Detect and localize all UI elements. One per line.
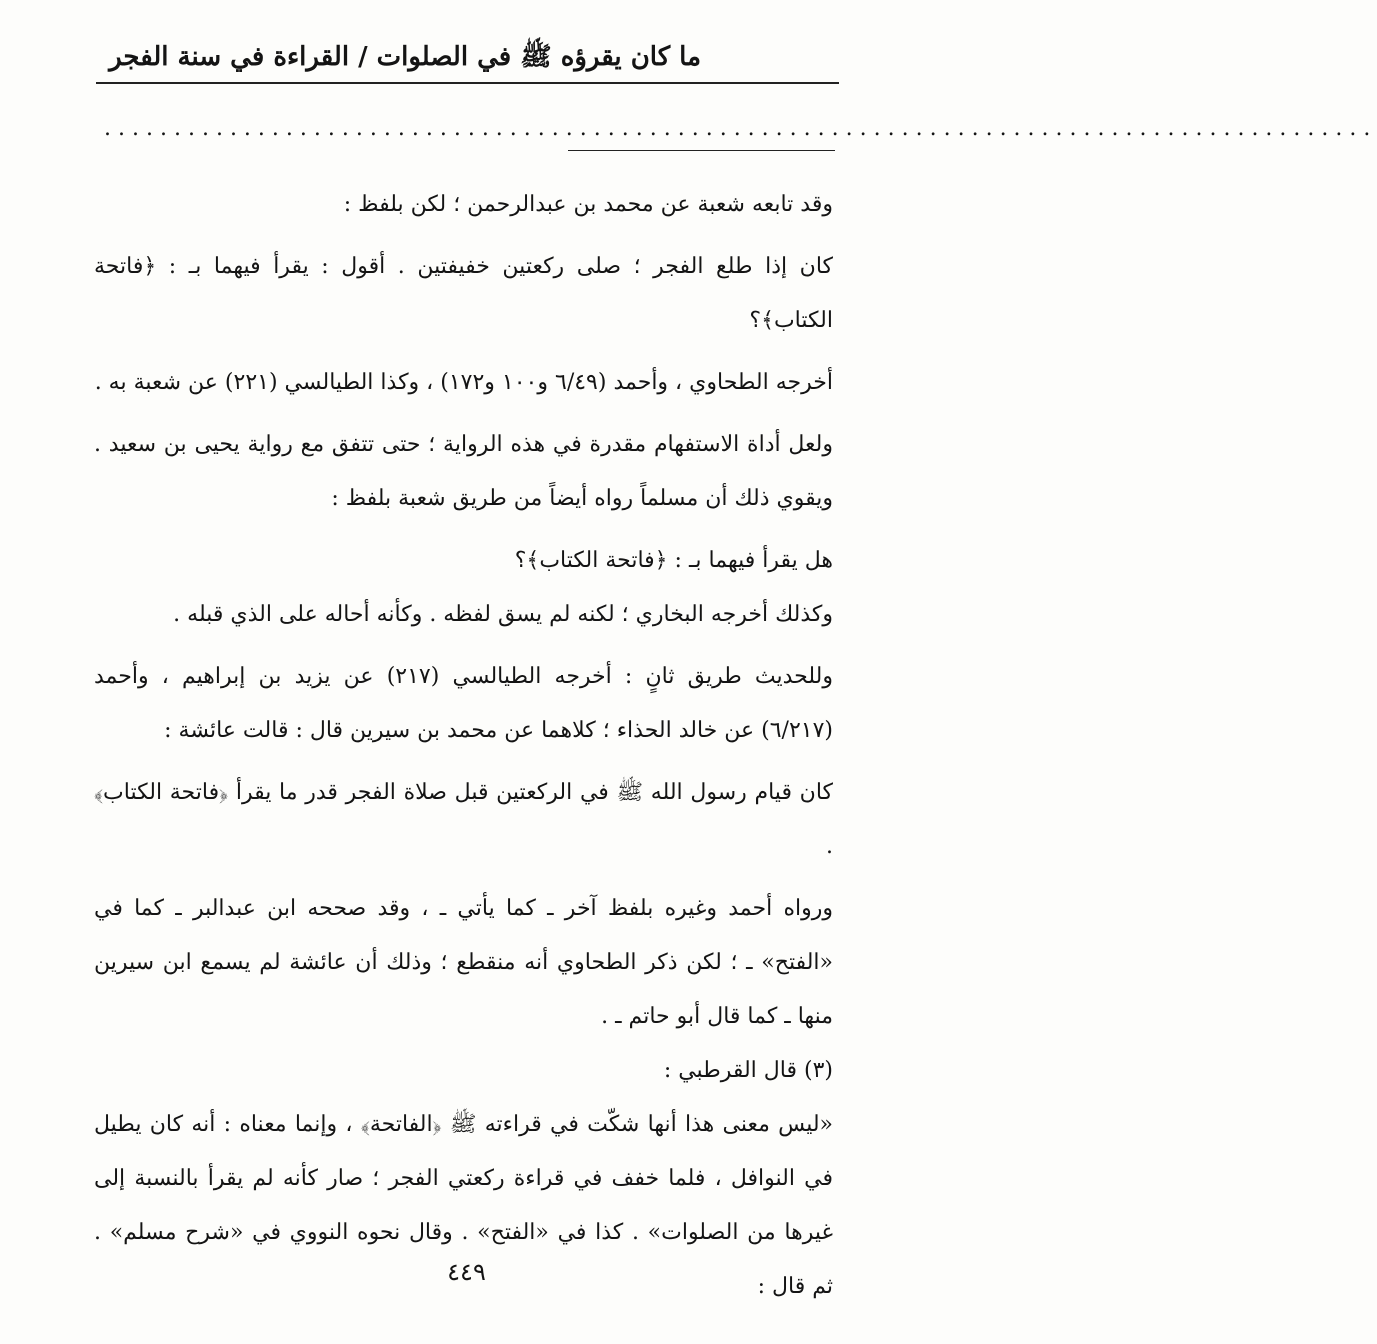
paragraph-2: كان إذا طلع الفجر ؛ صلى ركعتين خفيفتين . أقول : يقرأ فيهما بـ : ﴿فاتحة الكتاب﴾؟ bbox=[94, 254, 833, 333]
paragraph-11: «ليس معنى هذا أنها شكّت في قراءته ﷺ ﴿الفاتحة﴾ ، وإنما معناه : أنه كان يطيل في النوافل ، فلما خفف في قراءة ركعتي الفجر ؛ صار كأنه لم يقرأ بالنسبة إلى غيرها من الصلوات» . كذا في «الفتح» . وقال نحوه النووي في «شرح مسلم» . ثم قال : bbox=[94, 1112, 833, 1299]
paragraph-9: ورواه أحمد وغيره بلفظ آخر ـ كما يأتي ـ ، وقد صححه ابن عبدالبر ـ كما في «الفتح» ـ ؛ لكن ذكر الطحاوي أنه منقطع ؛ وذلك أن عائشة لم يسمع ابن سيرين منها ـ كما قال أبو حاتم ـ . bbox=[94, 896, 833, 1029]
paragraph-4: ولعل أداة الاستفهام مقدرة في هذه الرواية ؛ حتى تتفق مع رواية يحيى بن سعيد . ويقوي ذلك أن مسلماً رواه أيضاً من طريق شعبة بلفظ : bbox=[94, 432, 833, 511]
paragraph-3: أخرجه الطحاوي ، وأحمد (٦/٤٩ و١٠٠ و١٧٢) ، وكذا الطيالسي (٢٢١) عن شعبة به . bbox=[94, 370, 833, 395]
paragraph-10-text: قال القرطبي : bbox=[663, 1058, 797, 1083]
paragraph-1: وقد تابعه شعبة عن محمد بن عبدالرحمن ؛ لكن بلفظ : bbox=[343, 192, 833, 217]
paragraph-10 bbox=[94, 1044, 833, 1098]
paragraph-5: هل يقرأ فيهما بـ : ﴿فاتحة الكتاب﴾؟ bbox=[514, 548, 833, 573]
paragraph-8: كان قيام رسول الله ﷺ في الركعتين قبل صلاة الفجر قدر ما يقرأ ﴿فاتحة الكتاب﴾ . bbox=[94, 780, 833, 859]
paragraph-6: وكذلك أخرجه البخاري ؛ لكنه لم يسق لفظه . وكأنه أحاله على الذي قبله . bbox=[173, 602, 833, 627]
continuation-dots: ........................................................................................... bbox=[104, 116, 1377, 141]
page-number: ٤٤٩ bbox=[447, 1258, 486, 1286]
page-body bbox=[94, 178, 833, 1314]
footnote-separator-rule bbox=[568, 150, 835, 151]
note-number: (٣) bbox=[803, 1058, 833, 1083]
header-title: ما كان يقرؤه ﷺ في الصلوات / القراءة في سنة الفجر bbox=[109, 42, 701, 72]
paragraph-7: وللحديث طريق ثانٍ : أخرجه الطيالسي (٢١٧) عن يزيد بن إبراهيم ، وأحمد (٦/٢١٧) عن خالد الحذاء ؛ كلاهما عن محمد بن سيرين قال : قالت عائشة : bbox=[94, 664, 833, 743]
header-rule bbox=[96, 82, 839, 84]
